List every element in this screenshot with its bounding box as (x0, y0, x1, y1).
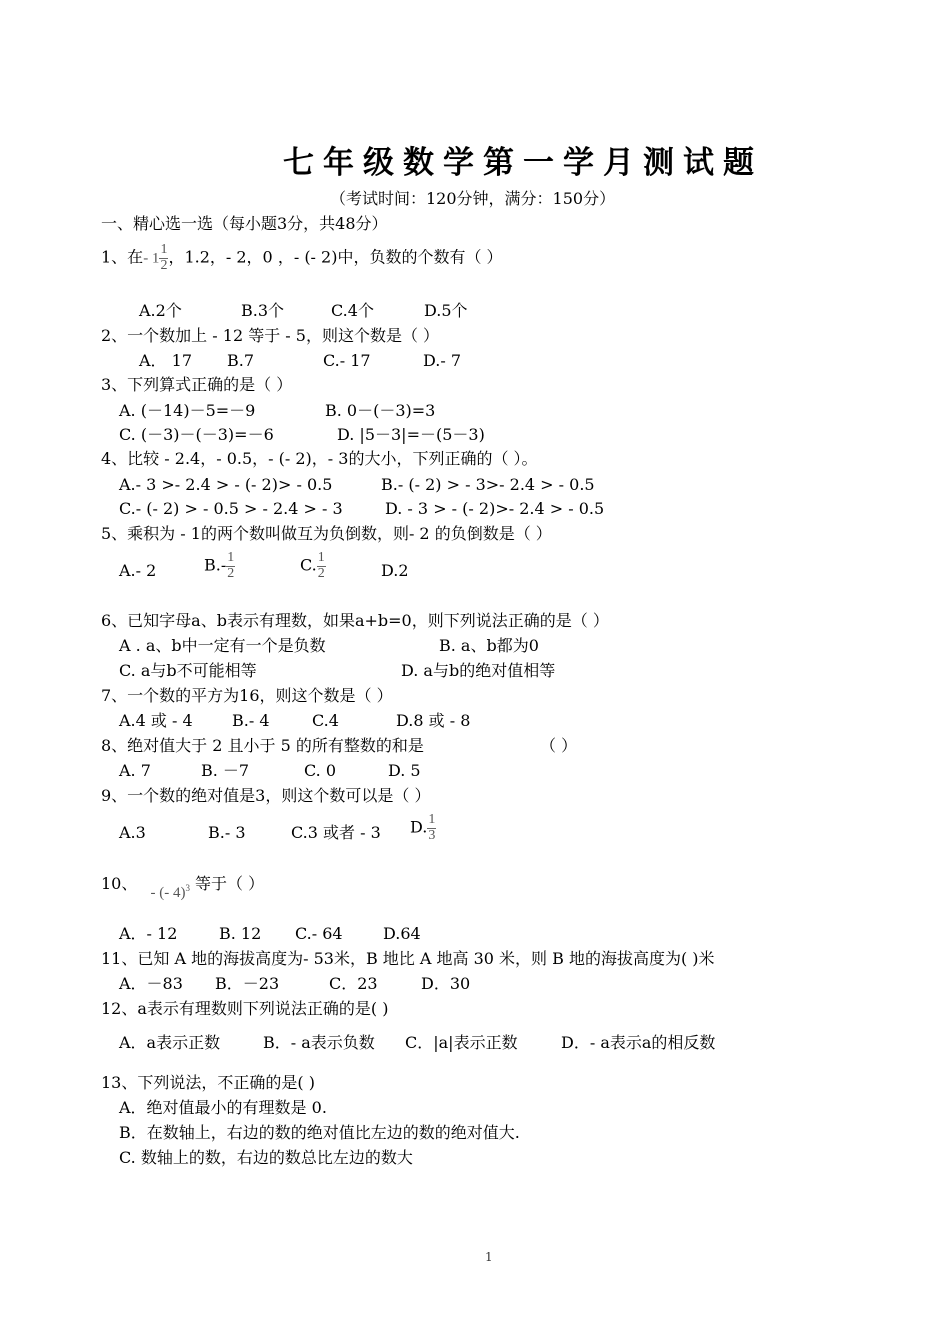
q1-prefix: 1、在 (101, 247, 144, 267)
q5-option-b: B.- $\frac{1}{2}$ (204, 550, 235, 581)
q9-d-fraction: $\frac{1}{3}$ (428, 812, 436, 843)
q12-option-c: C．|a|表示正数 (405, 1033, 518, 1052)
q2-option-d: D.- 7 (423, 351, 462, 370)
question-13-stem: 13、下列说法，不正确的是( ) (101, 1073, 315, 1092)
q13-option-c: C. 数轴上的数，右边的数总比左边的数大 (119, 1148, 413, 1167)
q7-option-d: D.8 或 - 8 (396, 711, 471, 730)
q11-option-c: C．23 (329, 974, 378, 993)
q5-c-fraction: $\frac{1}{2}$ (317, 550, 325, 581)
q9-option-b: B.- 3 (208, 823, 246, 842)
q3-option-d: D. |5－3|=－(5－3) (337, 425, 485, 444)
q2-option-b: B.7 (227, 351, 255, 370)
q7-option-b: B.- 4 (232, 711, 270, 730)
q1-mixed-int: - 1 (143, 250, 160, 267)
question-7-stem: 7、一个数的平方为16，则这个数是（ ） (101, 686, 393, 705)
q10-expression: - (- 4)$^3$ (150, 883, 190, 901)
q1-option-a: A.2个 (139, 301, 182, 320)
q5-option-d: D.2 (381, 561, 409, 580)
q4-option-d: D. - 3 > - (- 2)>- 2.4 > - 0.5 (385, 499, 605, 518)
q1-rest: ，1.2，- 2，0 ，- (- 2)中，负数的个数有（ ） (168, 247, 503, 267)
q7-option-a: A.4 或 - 4 (119, 711, 193, 730)
question-11-stem: 11、已知 A 地的海拔高度为- 53米，B 地比 A 地高 30 米，则 B 地的海拔高度为( )米 (101, 949, 715, 968)
page-number: 1 (485, 1250, 493, 1264)
q1-fraction: $\frac{1}{2}$ (160, 242, 168, 273)
q10-option-c: C.- 64 (295, 924, 343, 943)
question-2-stem: 2、一个数加上 - 12 等于 - 5，则这个数是（ ） (101, 326, 440, 345)
q13-option-a: A．绝对值最小的有理数是 0. (119, 1098, 327, 1117)
question-10-stem: 10、 - (- 4)$^3$ 等于（ ） (101, 874, 265, 901)
q4-option-b: B.- (- 2) > - 3>- 2.4 > - 0.5 (381, 475, 595, 494)
question-5-stem: 5、乘积为 - 1的两个数叫做互为负倒数，则- 2 的负倒数是（ ） (101, 524, 552, 543)
question-9-stem: 9、一个数的绝对值是3，则这个数可以是（ ） (101, 786, 431, 805)
q3-option-a: A. (－14)－5=－9 (119, 401, 256, 420)
q6-option-c: C. a与b不可能相等 (119, 661, 257, 680)
q8-option-d: D. 5 (388, 761, 421, 780)
question-4-stem: 4、比较 - 2.4，- 0.5，- (- 2)，- 3的大小，下列正确的（ ）。 (101, 449, 538, 468)
question-1-stem (101, 243, 503, 273)
q3-option-b: B. 0－(－3)=3 (325, 401, 436, 420)
page-subtitle: （考试时间：120分钟，满分：150分） (330, 189, 616, 208)
q12-option-a: A．a表示正数 (119, 1033, 221, 1052)
q11-option-a: A．－83 (119, 974, 183, 993)
q1-option-b: B.3个 (241, 301, 285, 320)
q6-option-a: A . a、b中一定有一个是负数 (119, 636, 326, 655)
q11-option-b: B．－23 (215, 974, 280, 993)
q10-option-d: D.64 (383, 924, 421, 943)
question-12-stem: 12、a表示有理数则下列说法正确的是( ) (101, 999, 389, 1018)
q12-option-b: B．- a表示负数 (263, 1033, 375, 1052)
q2-option-a: A． 17 (139, 351, 193, 370)
q8-option-a: A. 7 (119, 761, 151, 780)
q8-option-c: C. 0 (304, 761, 337, 780)
q4-option-c: C.- (- 2) > - 0.5 > - 2.4 > - 3 (119, 499, 343, 518)
q8-answer-paren: （ ） (540, 736, 578, 755)
q9-option-a: A.3 (119, 823, 146, 842)
q11-option-d: D．30 (421, 974, 471, 993)
q7-option-c: C.4 (312, 711, 339, 730)
q2-option-c: C.- 17 (323, 351, 371, 370)
q1-option-c: C.4个 (331, 301, 374, 320)
q9-option-d: D. $\frac{1}{3}$ (410, 812, 436, 843)
question-6-stem: 6、已知字母a、b表示有理数，如果a+b=0，则下列说法正确的是（ ） (101, 611, 609, 630)
q6-option-d: D. a与b的绝对值相等 (401, 661, 556, 680)
q10-option-b: B. 12 (219, 924, 262, 943)
section-heading: 一、精心选一选（每小题3分，共48分） (101, 214, 388, 233)
page-title: 七年级数学第一学月测试题 (283, 145, 763, 181)
q5-option-c: C. $\frac{1}{2}$ (300, 550, 325, 581)
q12-option-d: D．- a表示a的相反数 (561, 1033, 716, 1052)
question-3-stem: 3、下列算式正确的是（ ） (101, 375, 293, 394)
q4-option-a: A.- 3 >- 2.4 > - (- 2)> - 0.5 (119, 475, 333, 494)
question-8-stem: 8、绝对值大于 2 且小于 5 的所有整数的和是 (101, 736, 424, 755)
q3-option-c: C. (－3)－(－3)=－6 (119, 425, 274, 444)
q13-option-b: B．在数轴上，右边的数的绝对值比左边的数的绝对值大. (119, 1123, 520, 1142)
q9-option-c: C.3 或者 - 3 (291, 823, 381, 842)
q10-option-a: A．- 12 (119, 924, 178, 943)
q6-option-b: B. a、b都为0 (439, 636, 539, 655)
q5-b-fraction: $\frac{1}{2}$ (227, 550, 235, 581)
q8-option-b: B. －7 (201, 761, 250, 780)
q1-option-d: D.5个 (424, 301, 468, 320)
q5-option-a: A.- 2 (119, 561, 157, 580)
